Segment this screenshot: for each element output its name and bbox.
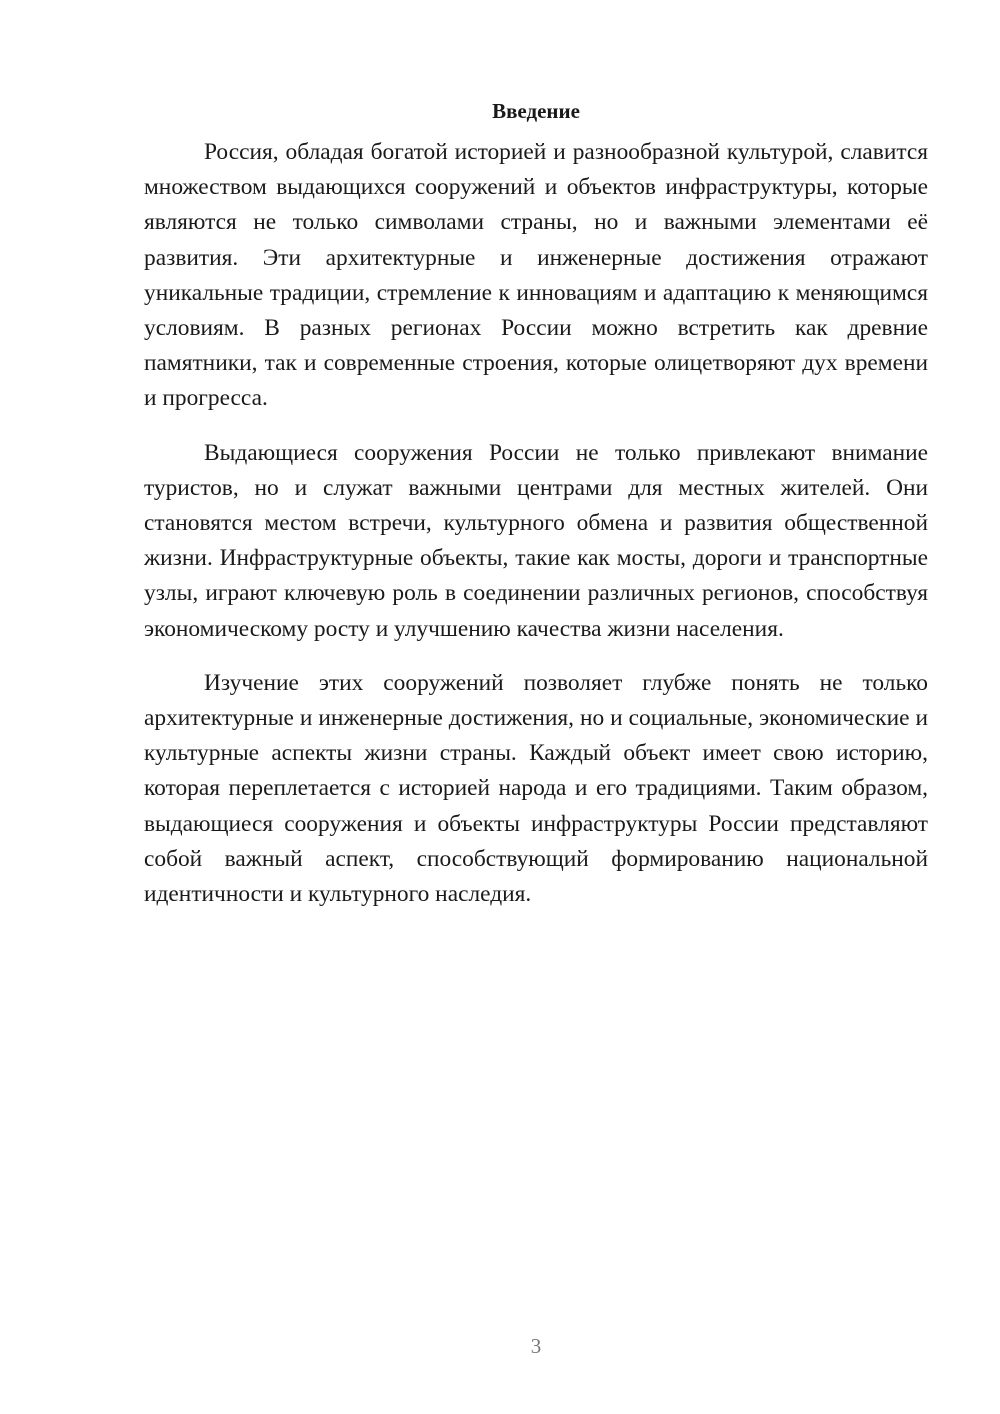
paragraph-2: Выдающиеся сооружения России не только привлекают внимание туристов, но и служат важными центрами для местных жителей. Они становятся местом встречи, культурного обмена и развития общественной жизни. Инфраструктурные объекты, такие как мосты, дороги и транспортные узлы, играют ключевую роль в соединении различных регионов, способствуя экономическому росту и улучшению качества жизни населения. — [144, 439, 928, 642]
paragraph-3: Изучение этих сооружений позволяет глубже понять не только архитектурные и инженерные достижения, но и социальные, экономические и культурные аспекты жизни страны. Каждый объект имеет свою историю, которая переплетается с историей народа и его традициями. Таким образом, выдающиеся сооружения и объекты инфраструктуры России представляют собой важный аспект, способствующий формированию национальной идентичности и культурного наследия. — [144, 669, 928, 908]
page-content — [144, 94, 928, 931]
page-number: 3 — [530, 1334, 542, 1358]
section-title: Введение — [492, 99, 580, 123]
paragraph-1: Россия, обладая богатой историей и разнообразной культурой, славится множеством выдающихся сооружений и объектов инфраструктуры, которые являются не только символами страны, но и важными элементами её развития. Эти архитектурные и инженерные достижения отражают уникальные традиции, стремление к инновациям и адаптацию к меняющимся условиям. В разных регионах России можно встретить как древние памятники, так и современные строения, которые олицетворяют дух времени и прогресса. — [144, 139, 928, 412]
